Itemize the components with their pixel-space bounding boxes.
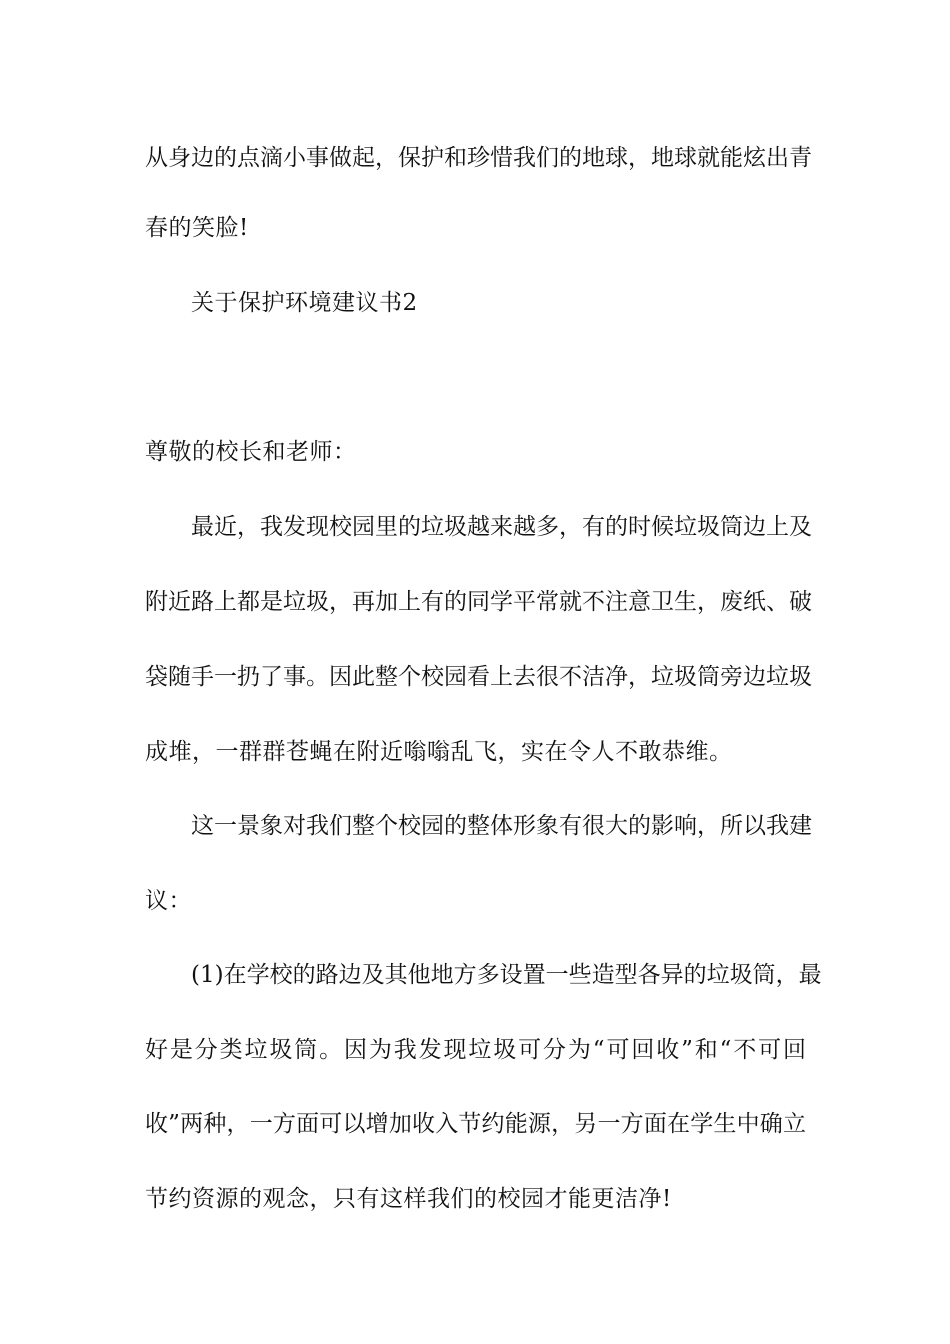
- paragraph-line-8: 议：: [145, 888, 192, 914]
- paragraph-line-1: 从身边的点滴小事做起，保护和珍惜我们的地球，地球就能炫出青: [145, 145, 812, 171]
- paragraph-line-6: 成堆，一群群苍蝇在附近嗡嗡乱飞，实在令人不敢恭维。: [145, 739, 733, 765]
- section-heading: 关于保护环境建议书2: [191, 290, 418, 316]
- paragraph-line-5: 袋随手一扔了事。因此整个校园看上去很不洁净，垃圾筒旁边垃圾: [145, 664, 812, 690]
- paragraph-line-2: 春的笑脸!: [145, 215, 249, 241]
- paragraph-line-7: 这一景象对我们整个校园的整体形象有很大的影响，所以我建: [191, 813, 812, 839]
- paragraph-line-12: 节约资源的观念，只有这样我们的校园才能更洁净!: [145, 1186, 672, 1212]
- paragraph-line-10: 好是分类垃圾筒。因为我发现垃圾可分为“可回收”和“不可回: [145, 1037, 806, 1063]
- paragraph-line-9: (1)在学校的路边及其他地方多设置一些造型各异的垃圾筒，最: [191, 962, 822, 988]
- paragraph-line-4: 附近路上都是垃圾，再加上有的同学平常就不注意卫生，废纸、破: [145, 589, 812, 615]
- paragraph-line-3: 最近，我发现校园里的垃圾越来越多，有的时候垃圾筒边上及: [191, 514, 812, 540]
- salutation: 尊敬的校长和老师：: [145, 439, 357, 465]
- paragraph-line-11: 收”两种，一方面可以增加收入节约能源，另一方面在学生中确立: [145, 1111, 806, 1137]
